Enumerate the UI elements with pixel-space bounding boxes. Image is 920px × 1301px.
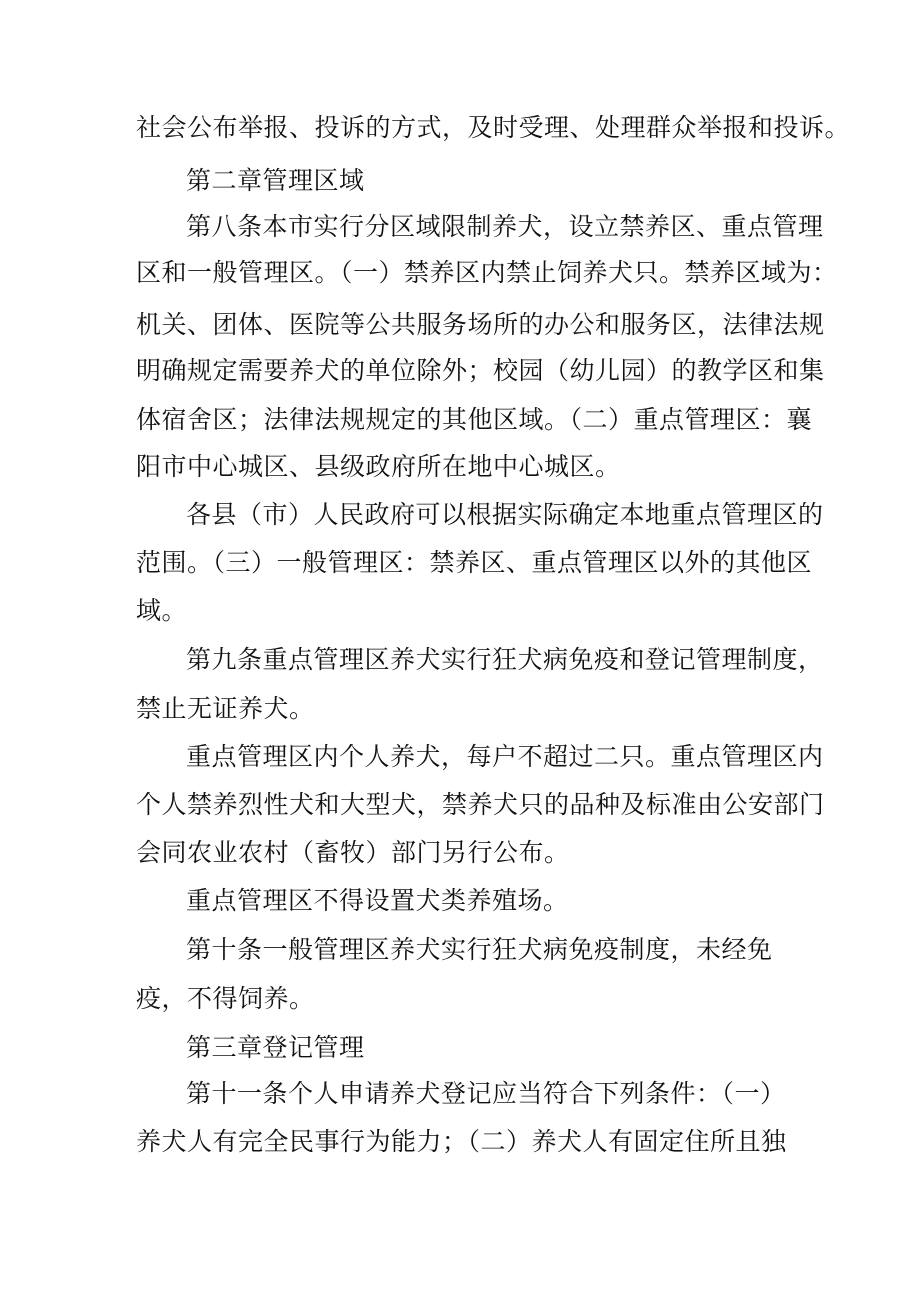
text-line-10: 范围。（三）一般管理区：禁养区、重点管理区以外的其他区 [136,548,813,577]
text-line-9: 各县（市）人民政府可以根据实际确定本地重点管理区的 [186,500,824,529]
text-line-15: 个人禁养烈性犬和大型犬，禁养犬只的品种及标准由公安部门 [136,790,825,819]
text-line-19: 疫，不得饲养。 [136,984,315,1013]
text-line-17: 重点管理区不得设置犬类养殖场。 [186,886,569,915]
chapter-2-heading: 第二章管理区域 [186,166,365,195]
text-line-1: 社会公布举报、投诉的方式，及时受理、处理群众举报和投诉。 [136,113,851,142]
text-line-7: 体宿舍区；法律法规规定的其他区域。（二）重点管理区：襄 [136,405,813,434]
text-line-5: 机关、团体、医院等公共服务场所的办公和服务区，法律法规 [136,310,825,339]
text-line-4: 区和一般管理区。（一）禁养区内禁止饲养犬只。禁养区域为： [136,258,838,287]
text-line-18: 第十条一般管理区养犬实行狂犬病免疫制度，未经免 [186,935,773,964]
text-line-12: 第九条重点管理区养犬实行狂犬病免疫和登记管理制度， [186,645,824,674]
text-line-22: 养犬人有完全民事行为能力；（二）养犬人有固定住所且独 [136,1127,787,1156]
text-line-11: 域。 [136,596,188,625]
chapter-3-heading: 第三章登记管理 [186,1033,365,1062]
text-line-8: 阳市中心城区、县级政府所在地中心城区。 [136,452,621,481]
text-line-21: 第十一条个人申请养犬登记应当符合下列条件：（一） [186,1079,786,1108]
text-line-3: 第八条本市实行分区域限制养犬，设立禁养区、重点管理 [186,212,824,241]
text-line-14: 重点管理区内个人养犬，每户不超过二只。重点管理区内 [186,742,824,771]
text-line-13: 禁止无证养犬。 [136,694,315,723]
text-line-16: 会同农业农村（畜牧）部门另行公布。 [136,838,570,867]
text-line-6: 明确规定需要养犬的单位除外；校园（幼儿园）的教学区和集 [136,356,825,385]
